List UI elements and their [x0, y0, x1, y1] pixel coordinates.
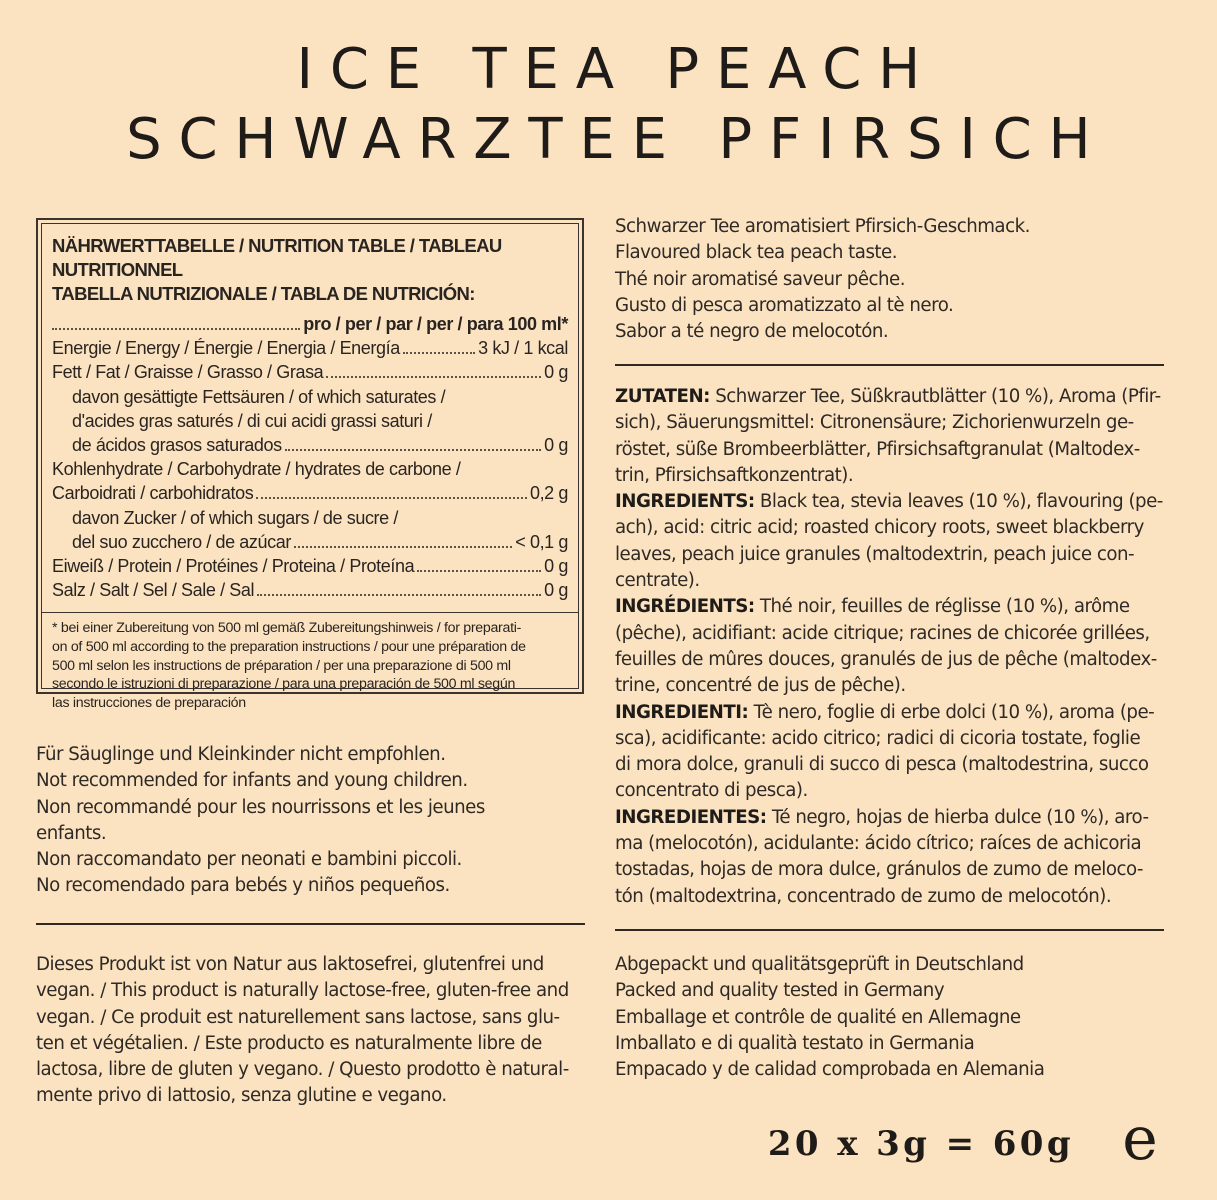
salt-label: Salz / Salt / Sel / Sale / Sal [52, 580, 255, 601]
packed-line: Imballato e di qualità testato in Germania [615, 1032, 975, 1054]
description-line: Flavoured black tea peach taste. [615, 242, 898, 264]
saturates-label-line1: davon gesättigte Fettsäuren / of which saturates / [72, 386, 446, 407]
nutrition-heading-line2: TABELLA NUTRIZIONALE / TABLA DE NUTRICIÓN: [52, 283, 475, 304]
saturates-label-line3: de ácidos grasos saturados [72, 435, 282, 456]
saturates-value: 0 g [544, 435, 568, 456]
warning-line: enfants. [36, 822, 107, 844]
ingredients-it-line: INGREDIENTI: Tè nero, foglie di erbe dolci (10 %), aroma (pe- [615, 701, 1155, 723]
packed-line: Abgepackt und qualitätsgeprüft in Deutschland [615, 954, 1024, 975]
salt-value: 0 g [544, 580, 568, 601]
ingredients-de-line: trin, Pfirsichsaftkonzentrat). [615, 464, 854, 486]
description-line: Thé noir aromatisé saveur pêche. [615, 268, 906, 290]
free-from-line: mente privo di lattosio, senza glutine e vegano. [36, 1085, 447, 1107]
package-quantity: 20 x 3g = 60g [767, 1124, 1074, 1164]
ingredients-es-line: tón (maltodextrina, concentrado de zumo de melocotón). [615, 885, 1112, 907]
ingredients-it-line: sca), acidificante: acido citrico; radici di cicoria tostate, foglie [615, 727, 1141, 749]
nutrition-row-energy [52, 336, 568, 360]
nutrition-row-per [52, 312, 568, 336]
footnote-line: las instrucciones de preparación [52, 694, 246, 711]
nutrition-row-salt [52, 578, 568, 602]
ingredients-de-line: röstet, süße Brombeerblätter, Pfirsichsaftgranulat (Maltodex- [615, 438, 1140, 460]
nutrition-row-sugars [52, 530, 568, 554]
footnote-line: on of 500 ml according to the preparation instructions / pour une préparation de [52, 639, 526, 656]
sugars-value: < 0,1 g [515, 531, 568, 552]
brand-logo-letter: e [1122, 1104, 1158, 1174]
divider-description [615, 364, 1164, 366]
ingredients-fr-line: trine, concentré de jus de pêche). [615, 675, 906, 697]
ingredients-es-line: tostadas, hojas de mora dulce, gránulos de zumo de meloco- [615, 859, 1143, 881]
protein-label: Eiweiß / Protein / Protéines / Proteina / Proteína [52, 556, 415, 577]
fat-value: 0 g [544, 362, 568, 383]
per-label: pro / per / par / per / para 100 ml* [303, 314, 568, 334]
energy-value: 3 kJ / 1 kcal [478, 338, 568, 359]
ingredients-fr-line: INGRÉDIENTS: Thé noir, feuilles de réglisse (10 %), arôme [615, 596, 1130, 618]
packed-line: Packed and quality tested in Germany [615, 980, 945, 1002]
ingredients-es-line: ma (melocotón), acidulante: ácido cítrico; raíces de achicoria [615, 833, 1142, 855]
warning-line: Non recommandé pour les nourrissons et les jeunes [36, 796, 485, 818]
free-from-line: ten et végétalien. / Este producto es naturalmente libre de [36, 1032, 542, 1054]
packed-line: Emballage et contrôle de qualité en Allemagne [615, 1006, 1021, 1028]
ingredients-it-label: INGREDIENTI: [615, 701, 749, 723]
nutrition-row-saturates [52, 433, 568, 457]
nutrition-heading-line1: NÄHRWERTTABELLE / NUTRITION TABLE / TABLEAU NUTRITIONNEL [52, 235, 502, 280]
protein-value: 0 g [544, 556, 568, 577]
ingredients-en-line: leaves, peach juice granules (maltodextrin, peach juice con- [615, 543, 1135, 565]
free-from-line: vegan. / This product is naturally lactose-free, gluten-free and [36, 980, 569, 1002]
footnote-line: 500 ml selon les instructions de préparation / per una preparazione di 500 ml [52, 657, 511, 674]
footnote-line: secondo le istruzioni di preparazione / para una preparación de 500 ml según [52, 676, 516, 693]
nutrition-heading [52, 234, 568, 306]
warning-line: No recomendado para bebés y niños pequeños. [36, 875, 450, 897]
sugars-label-line1: davon Zucker / of which sugars / de sucre / [72, 507, 398, 528]
warning-line: Non raccomandato per neonati e bambini piccoli. [36, 849, 462, 871]
carbohydrate-value: 0,2 g [529, 483, 568, 504]
product-title-german: SCHWARZTEE PFIRSICH [126, 107, 1108, 172]
warning-line: Not recommended for infants and young children. [36, 770, 468, 792]
ingredients-en-line: INGREDIENTS: Black tea, stevia leaves (10 %), flavouring (pe- [615, 491, 1163, 513]
free-from-statement [36, 952, 569, 1110]
warning-line: Für Säuglinge und Kleinkinder nicht empfohlen. [36, 744, 446, 765]
sugars-label-line2: del suo zucchero / de azúcar [72, 531, 291, 552]
nutrition-table [36, 218, 584, 711]
ingredients-en-label: INGREDIENTS: [615, 491, 755, 513]
ingredients-it-line: concentrato di pesca). [615, 780, 808, 802]
ingredients-en-line: ach), acid: citric acid; roasted chicory roots, sweet blackberry [615, 517, 1144, 539]
free-from-line: lactosa, libre de gluten y vegano. / Questo prodotto è natural- [36, 1059, 569, 1081]
ingredients-fr-label: INGRÉDIENTS: [615, 596, 755, 618]
ingredients-fr-line: (pêche), acidifiant: acide citrique; racines de chicorée grillées, [615, 622, 1150, 644]
brand-logo-icon [1114, 1104, 1166, 1174]
footnote-line: * bei einer Zubereitung von 500 ml gemäß Zubereitungshinweis / for preparati- [52, 620, 521, 637]
energy-label: Energie / Energy / Énergie / Energia / Energía [52, 338, 400, 359]
ingredients-it-line: di mora dolce, granuli di succo di pesca (maltodestrina, succo [615, 754, 1149, 776]
description-line: Gusto di pesca aromatizzato al tè nero. [615, 294, 954, 316]
carbohydrate-label-line1: Kohlenhydrate / Carbohydrate / hydrates de carbone / [52, 459, 461, 480]
nutrition-footnote [52, 613, 568, 712]
infant-warning [36, 742, 485, 900]
divider-right [615, 929, 1164, 931]
free-from-line: vegan. / Ce produit est naturellement sans lactose, sans glu- [36, 1006, 560, 1028]
free-from-line: Dieses Produkt ist von Natur aus laktosefrei, glutenfrei und [36, 954, 544, 975]
nutrition-row-fat [52, 360, 568, 384]
ingredients-es-line: INGREDIENTES: Té negro, hojas de hierba dulce (10 %), aro- [615, 806, 1149, 828]
nutrition-row-protein [52, 554, 568, 578]
nutrition-table-inner [41, 223, 579, 711]
fat-label: Fett / Fat / Graisse / Grasso / Grasa [52, 362, 324, 383]
nutrition-row-carbohydrate [52, 481, 568, 505]
divider-left [36, 923, 585, 925]
product-description [615, 214, 1030, 345]
packed-line: Empacado y de calidad comprobada en Alemania [615, 1059, 1045, 1081]
ingredients-list [615, 384, 1163, 910]
description-line: Sabor a té negro de melocotón. [615, 321, 889, 343]
packed-in-germany [615, 952, 1044, 1083]
product-title-english: ICE TEA PEACH [296, 37, 938, 102]
ingredients-fr-line: feuilles de mûres douces, granulés de jus de pêche (maltodex- [615, 648, 1157, 670]
ingredients-es-label: INGREDIENTES: [615, 806, 767, 828]
carbohydrate-label-line2: Carboidrati / carbohidratos [52, 483, 254, 504]
ingredients-de-label: ZUTATEN: [615, 386, 710, 407]
saturates-label-line2: d'acides gras saturés / di cui acidi grassi saturi / [72, 410, 432, 431]
description-line: Schwarzer Tee aromatisiert Pfirsich-Geschmack. [615, 216, 1030, 237]
ingredients-de-line: sich), Säuerungsmittel: Citronensäure; Zichorienwurzeln ge- [615, 412, 1134, 434]
ingredients-en-line: centrate). [615, 570, 700, 592]
ingredients-de-line: ZUTATEN: Schwarzer Tee, Süßkrautblätter (10 %), Aroma (Pfir- [615, 386, 1161, 407]
